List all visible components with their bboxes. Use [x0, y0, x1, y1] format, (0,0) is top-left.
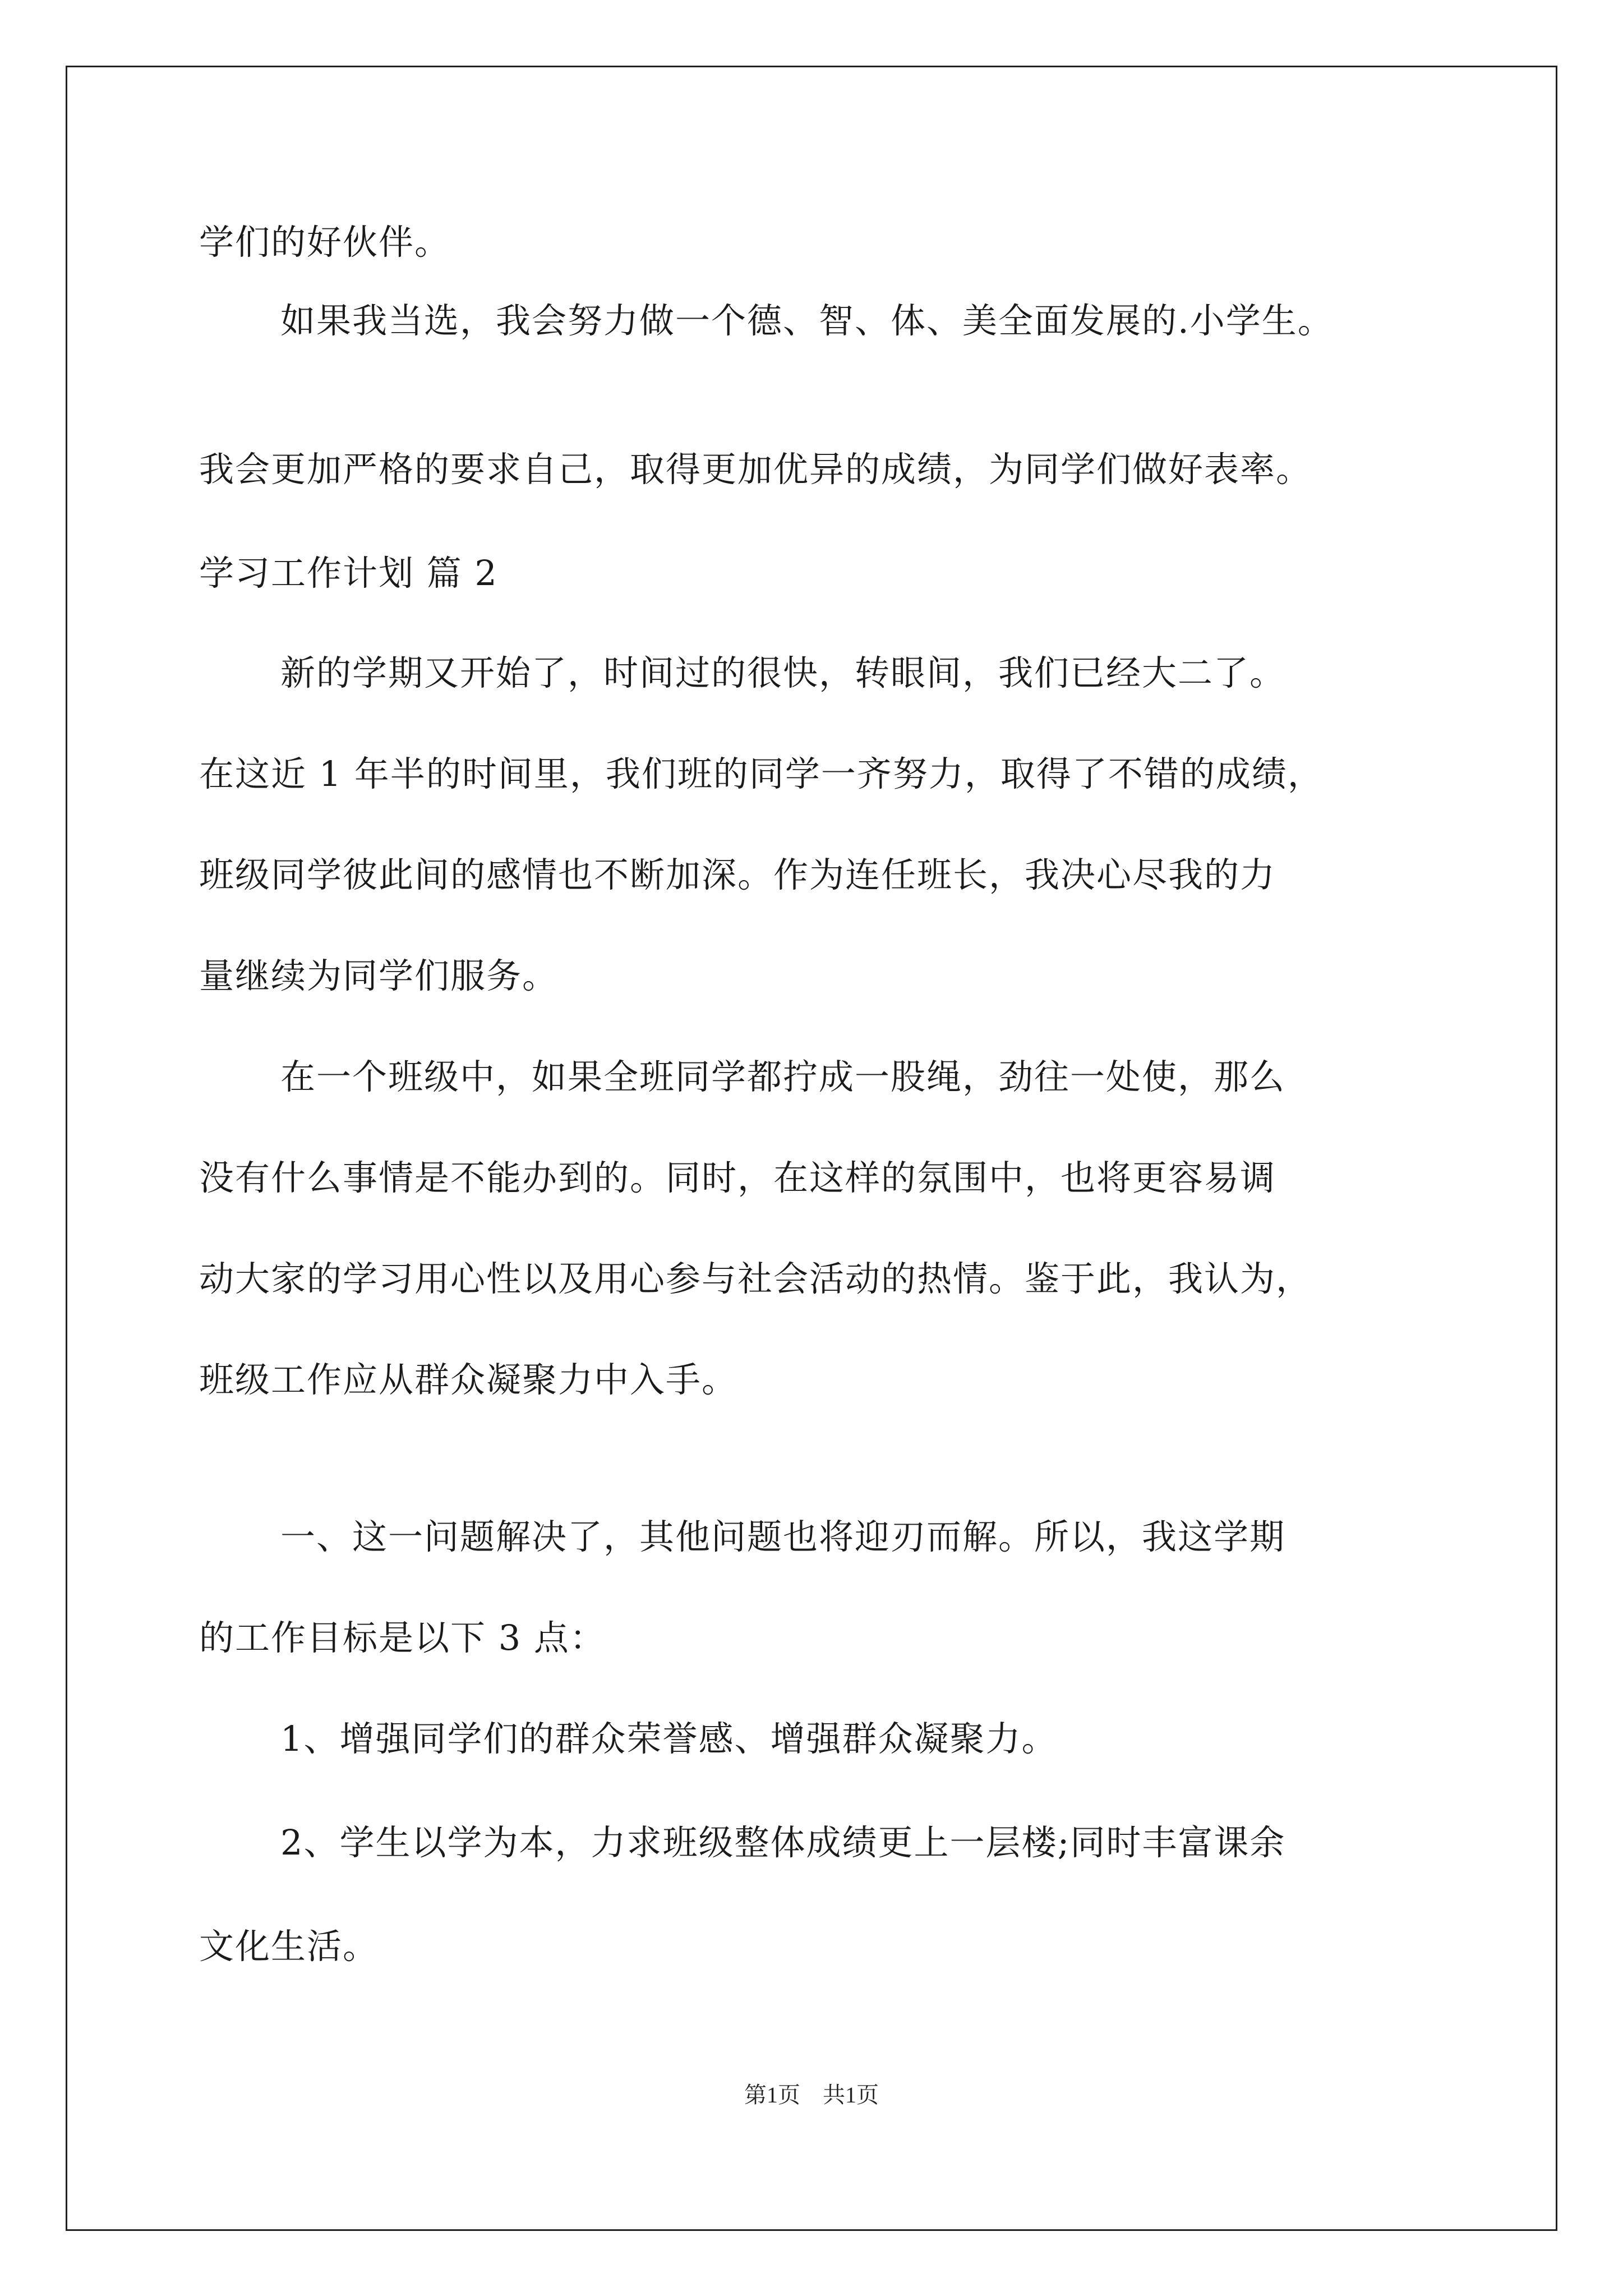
text-line: 一、这一问题解决了，其他问题也将迎刃而解。所以，我这学期 — [280, 1516, 1286, 1557]
page-footer — [0, 2081, 1623, 2109]
page-number-total: 共1页 — [823, 2082, 879, 2108]
text-line: 动大家的学习用心性以及用心参与社会活动的热情。鉴于此，我认为， — [199, 1258, 1312, 1299]
text-line: 没有什么事情是不能办到的。同时，在这样的氛围中，也将更容易调 — [199, 1157, 1276, 1198]
text-line: 学们的好伙伴。 — [199, 222, 451, 263]
page-border — [66, 66, 1557, 2231]
text-line: 如果我当选，我会努力做一个德、智、体、美全面发展的.小学生。 — [280, 300, 1334, 341]
section-heading: 学习工作计划 篇 2 — [199, 553, 498, 593]
text-line: 的工作目标是以下 3 点： — [199, 1617, 606, 1658]
text-line: 新的学期又开始了，时间过的很快，转眼间，我们已经大二了。 — [280, 652, 1286, 693]
page-number-current: 第1页 — [744, 2082, 800, 2108]
text-line: 量继续为同学们服务。 — [199, 955, 559, 996]
text-line: 我会更加严格的要求自己，取得更加优异的成绩，为同学们做好表率。 — [199, 449, 1312, 490]
text-line: 在这近 1 年半的时间里，我们班的同学一齐努力，取得了不错的成绩， — [199, 753, 1324, 794]
text-line: 班级同学彼此间的感情也不断加深。作为连任班长，我决心尽我的力 — [199, 854, 1276, 895]
text-line: 班级工作应从群众凝聚力中入手。 — [199, 1359, 738, 1400]
text-line: 在一个班级中，如果全班同学都拧成一股绳，劲往一处使，那么 — [280, 1056, 1286, 1097]
text-line: 文化生活。 — [199, 1926, 379, 1967]
text-line: 1、增强同学们的群众荣誉感、增强群众凝聚力。 — [280, 1718, 1058, 1759]
text-line: 2、学生以学为本，力求班级整体成绩更上一层楼;同时丰富课余 — [280, 1822, 1286, 1863]
